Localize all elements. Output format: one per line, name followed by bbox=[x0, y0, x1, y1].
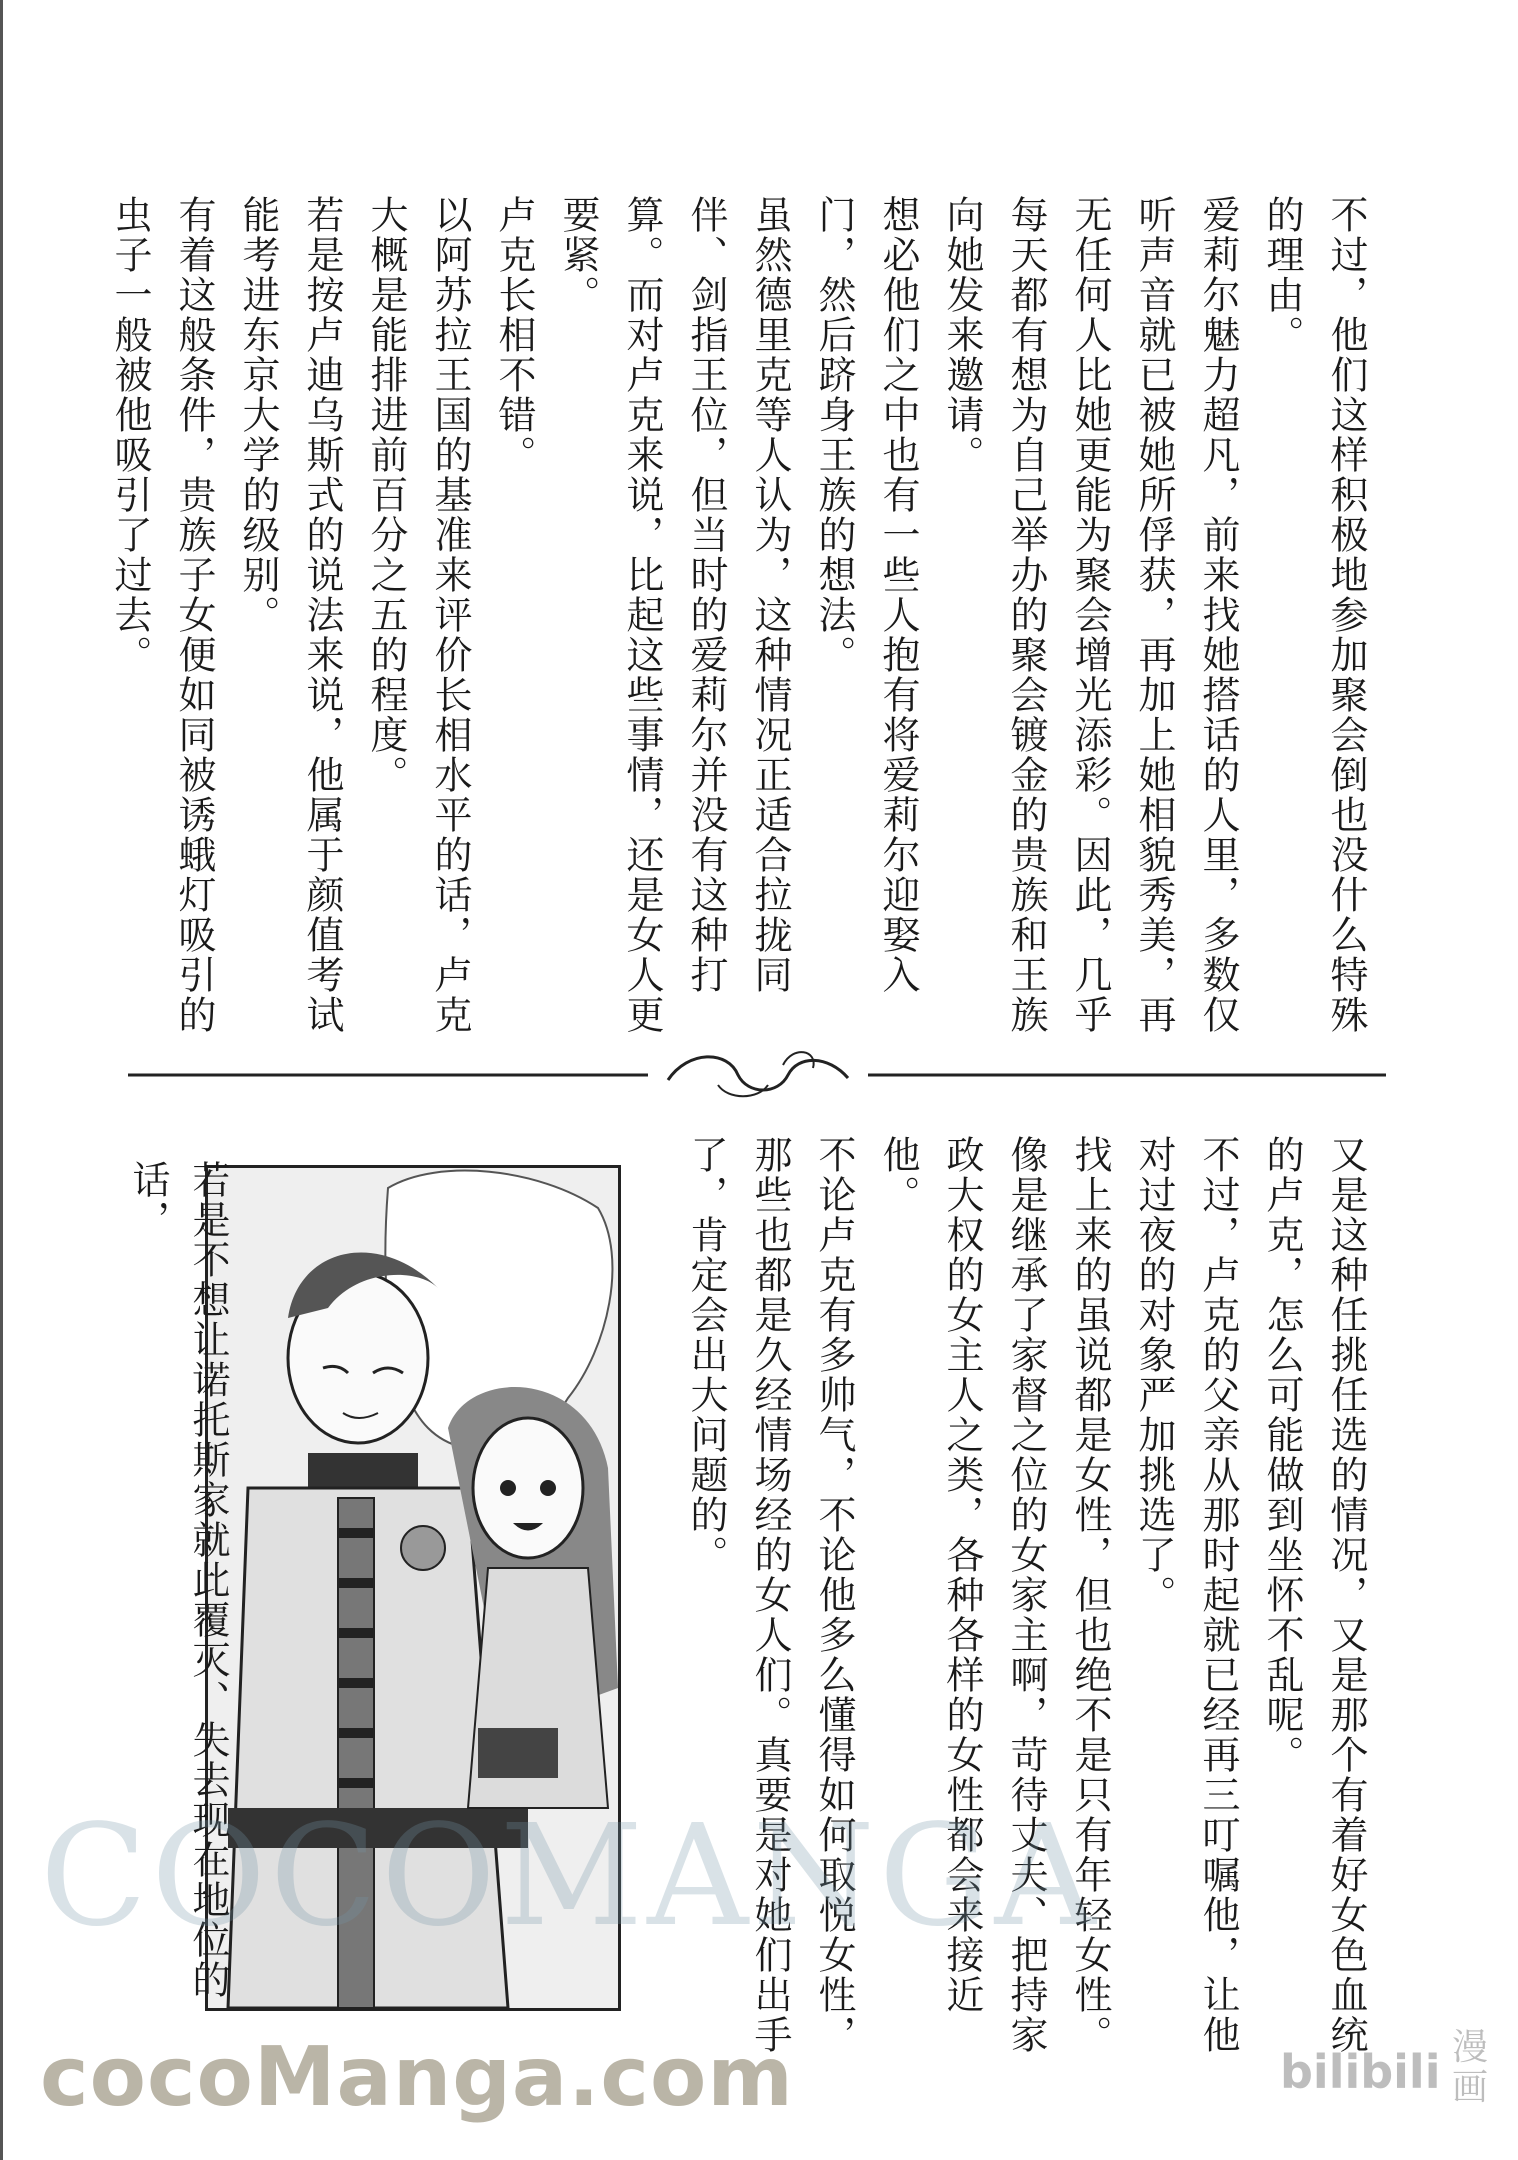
paragraph: 不论卢克有多帅气，不论他多么懂得如何取悦女性，那些也都是久经情场经的女人们。真要是对她们出手了，肯定会出大问题的。 bbox=[684, 1135, 856, 2055]
paragraph: 又是这种任挑任选的情况，又是那个有着好女色血统的卢克，怎么可能做到坐怀不乱呢。 bbox=[1260, 1135, 1368, 2055]
watermark-site[interactable]: cocoManga.com bbox=[40, 2030, 794, 2125]
paragraph: 像是继承了家督之位的女家主啊，苛待丈夫、把持家政大权的女主人之类，各种各样的女性都会来接近他。 bbox=[876, 1135, 1048, 2055]
ornamental-divider bbox=[128, 1040, 1386, 1110]
watermark-ghost: COCOMANGA bbox=[40, 1795, 1100, 1958]
paragraph: 以阿苏拉王国的基准来评价长相水平的话，卢克大概是能排进前百分之五的程度。 bbox=[364, 195, 472, 1035]
top-text-block bbox=[98, 195, 1378, 1035]
paragraph: 卢克长相不错。 bbox=[492, 195, 536, 475]
page-edge-line bbox=[0, 0, 3, 2160]
paragraph: 不过，他们这样积极地参加聚会倒也没什么特殊的理由。 bbox=[1260, 195, 1368, 1035]
paragraph: 爱莉尔魅力超凡，前来找她搭话的人里，多数仅听声音就已被她所俘获，再加上她相貌秀美，再无任何人比她更能为聚会增光添彩。因此，几乎每天都有想为自己举办的聚会镀金的贵族和王族向她发来邀请。 bbox=[940, 195, 1240, 1035]
bilibili-logo: bilibili bbox=[1280, 2045, 1441, 2099]
paragraph: 虽然德里克等人认为，这种情况正适合拉拢同伴、剑指王位，但当时的爱莉尔并没有这种打算。而对卢克来说，比起这些事情，还是女人更要紧。 bbox=[556, 195, 792, 1035]
bilibili-manga-label: 漫画 bbox=[1452, 2027, 1489, 2108]
paragraph: 有着这般条件，贵族子女便如同被诱蛾灯吸引的虫子一般被他吸引了过去。 bbox=[108, 195, 216, 1035]
illustration-caption: 若是不想让诺托斯家就此覆灭、失去现在地位的话， bbox=[126, 1160, 230, 2000]
paragraph: 若是按卢迪乌斯式的说法来说，他属于颜值考试能考进东京大学的级别。 bbox=[236, 195, 344, 1035]
paragraph: 想必他们之中也有一些人抱有将爱莉尔迎娶入门，然后跻身王族的想法。 bbox=[812, 195, 920, 995]
paragraph: 找上来的虽说都是女性，但也绝不是只有年轻女性。 bbox=[1068, 1135, 1112, 2055]
paragraph: 不过，卢克的父亲从那时起就已经再三叮嘱他，让他对过夜的对象严加挑选了。 bbox=[1132, 1135, 1240, 2055]
